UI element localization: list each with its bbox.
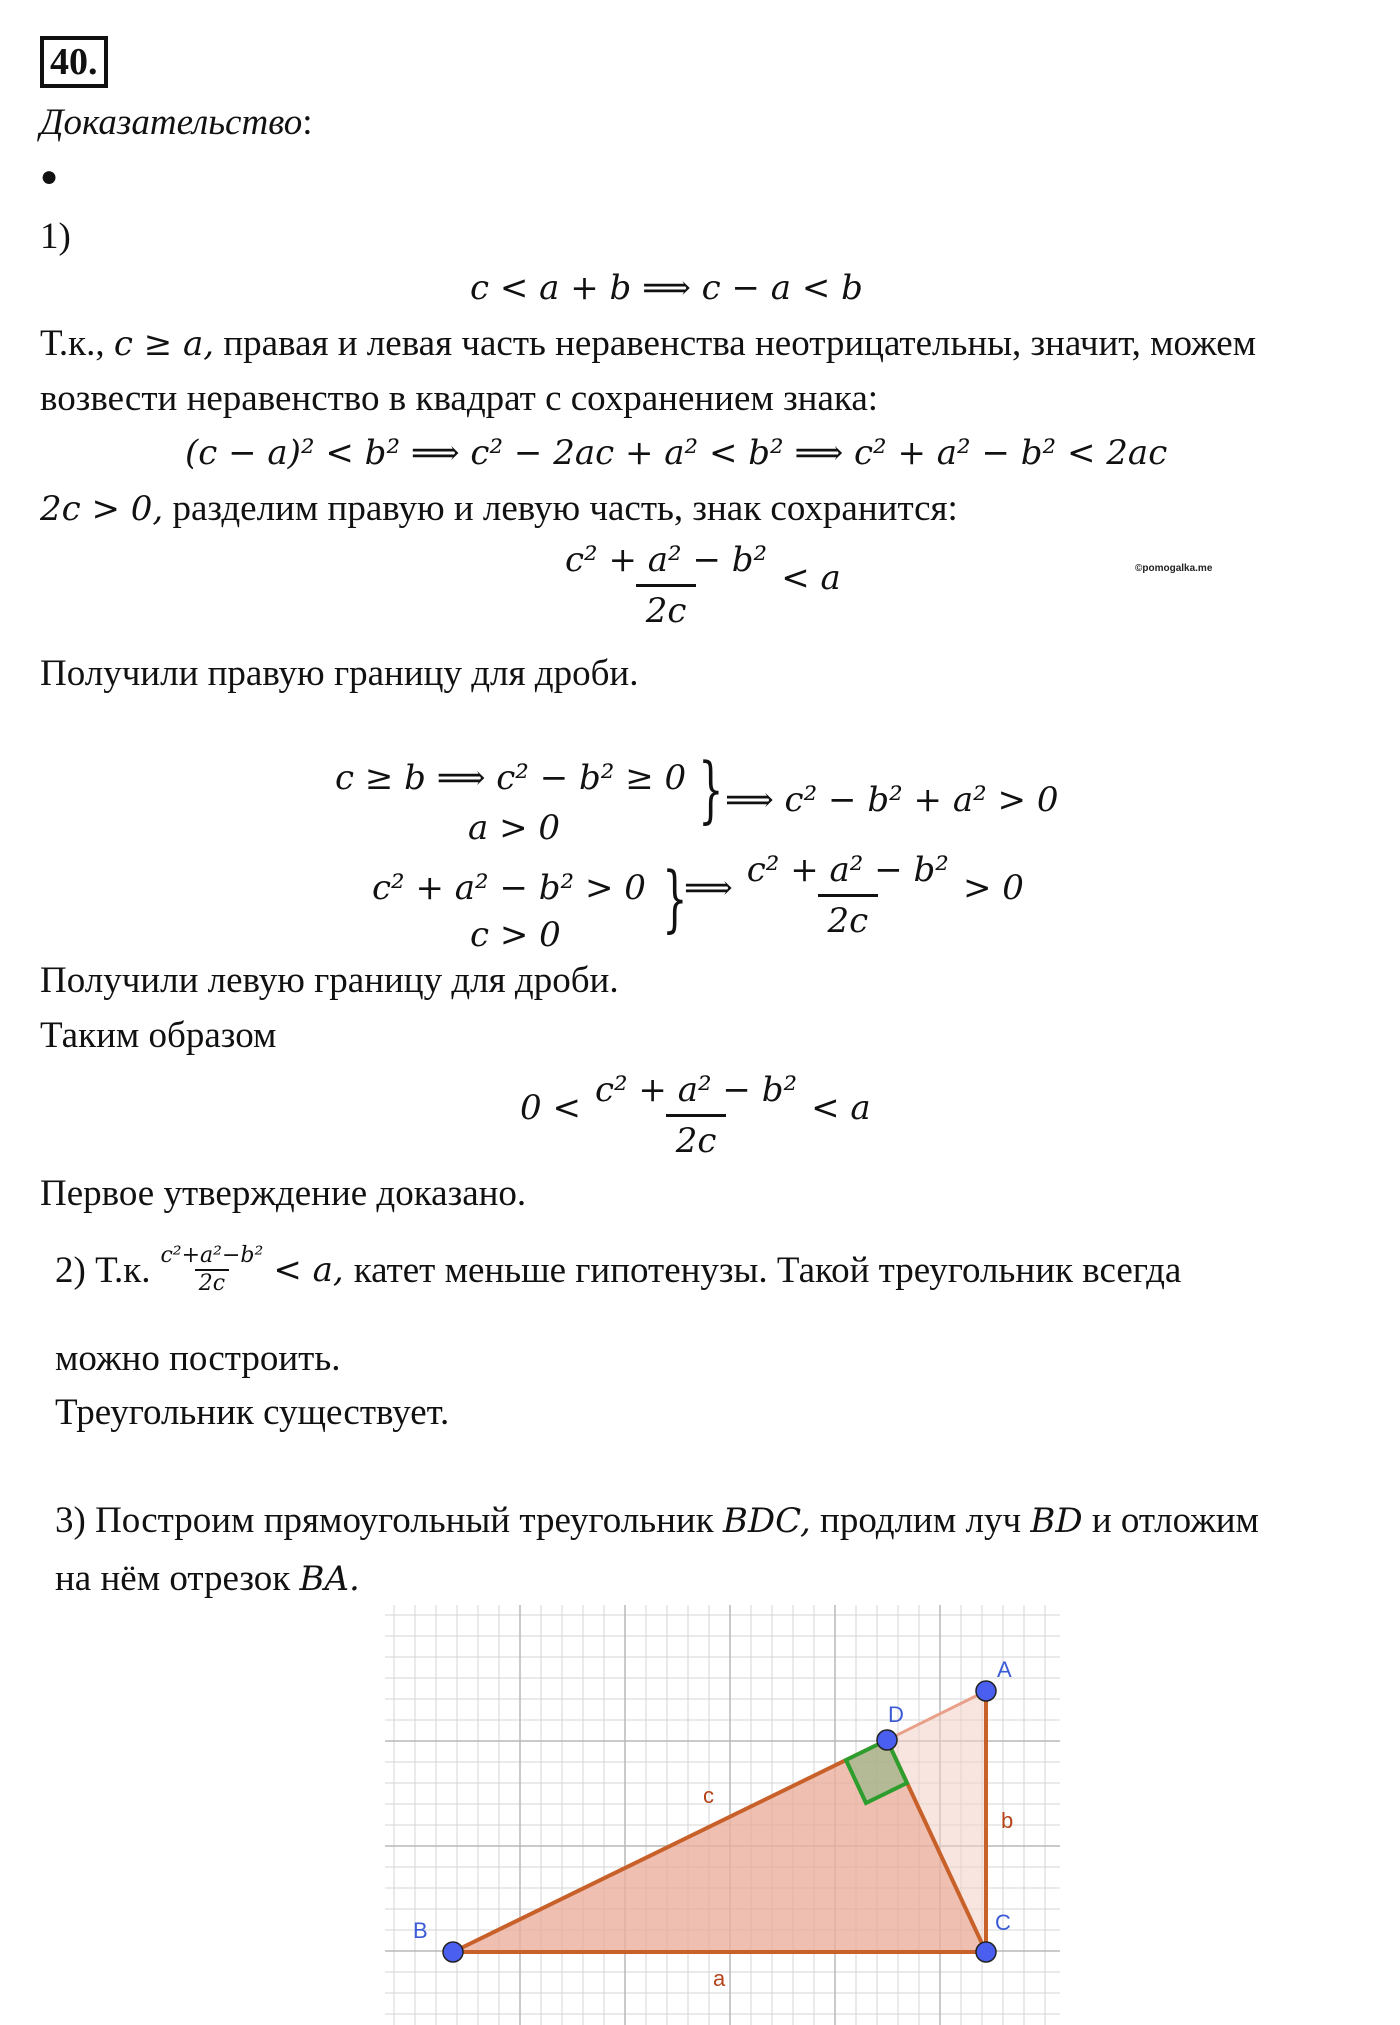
point-a bbox=[976, 1681, 996, 1701]
fraction-upper-bound bbox=[555, 540, 841, 631]
part2-prefix: 2) Т.к. bbox=[55, 1249, 151, 1291]
part2-line-1 bbox=[55, 1245, 1181, 1295]
label-side-b: b bbox=[1001, 1808, 1014, 1833]
part2-line1-rest: катет меньше гипотенузы. Такой треугольник всегда bbox=[353, 1249, 1182, 1291]
sys2-rhs: > 0 bbox=[962, 868, 1024, 909]
part2-numerator: c²+a²−b² bbox=[160, 1243, 264, 1268]
frac1-numerator: c² + a² − b² bbox=[565, 540, 768, 580]
system-2-result bbox=[684, 850, 1024, 941]
triangle-figure bbox=[385, 1605, 1060, 2025]
label-a-point: A bbox=[997, 1657, 1012, 1682]
part3-bdc: BDC, bbox=[722, 1501, 811, 1541]
equation-2: (c − a)² < b² ⟹ c² − 2ac + a² < b² ⟹ c² + a² − b² < 2ac bbox=[185, 433, 1168, 473]
right-bound-text: Получили правую границу для дроби. bbox=[40, 653, 639, 694]
thus-text: Таким образом bbox=[40, 1015, 277, 1056]
system-2-line-2: c > 0 bbox=[470, 915, 561, 955]
para2-math: 2c > 0, bbox=[40, 489, 164, 529]
point-b bbox=[443, 1942, 463, 1962]
part3-line-1 bbox=[55, 1502, 1259, 1539]
label-side-a: a bbox=[713, 1966, 726, 1991]
final-lhs: 0 < bbox=[520, 1088, 581, 1129]
point-d bbox=[877, 1730, 897, 1750]
system-1-line-1: c ≥ b ⟹ c² − b² ≥ 0 bbox=[335, 758, 687, 798]
watermark: ©pomogalka.me bbox=[1135, 563, 1213, 574]
system-1-line-2: a > 0 bbox=[468, 808, 561, 848]
final-inequality bbox=[520, 1070, 871, 1161]
part3-text-d: на нём отрезок bbox=[55, 1558, 291, 1599]
system-2-brace: } bbox=[662, 856, 688, 940]
paragraph-1-line-1 bbox=[40, 325, 1256, 362]
problem-number: 40. bbox=[40, 36, 108, 88]
final-rhs: < a bbox=[811, 1088, 871, 1129]
sys2-numerator: c² + a² − b² bbox=[746, 850, 949, 890]
part1-label: 1) bbox=[40, 216, 71, 257]
part3-text-c: и отложим bbox=[1091, 1500, 1259, 1541]
part2-after-frac: < a, bbox=[273, 1250, 344, 1290]
system-1-brace: } bbox=[698, 747, 724, 831]
part3-ba: BA. bbox=[299, 1559, 360, 1599]
para1-prefix: Т.к., bbox=[40, 323, 105, 364]
sys2-denominator: 2c bbox=[818, 894, 879, 941]
paragraph-1-line-2: возвести неравенство в квадрат с сохранением знака: bbox=[40, 378, 879, 419]
frac1-rhs: < a bbox=[781, 558, 841, 599]
label-c-point: C bbox=[995, 1910, 1011, 1935]
para1-rest: правая и левая часть неравенства неотрицательны, значит, можем bbox=[223, 323, 1257, 364]
first-statement-proved: Первое утверждение доказано. bbox=[40, 1173, 527, 1214]
label-d-point: D bbox=[888, 1702, 904, 1727]
label-side-c: c bbox=[703, 1783, 714, 1808]
system-2-line-1: c² + a² − b² > 0 bbox=[372, 868, 646, 908]
point-c bbox=[976, 1942, 996, 1962]
proof-label: Доказательство bbox=[40, 102, 303, 143]
proof-colon: : bbox=[302, 102, 313, 143]
equation-1: c < a + b ⟹ c − a < b bbox=[470, 268, 863, 308]
paragraph-2 bbox=[40, 490, 958, 527]
system-1-result: ⟹ c² − b² + a² > 0 bbox=[725, 780, 1059, 820]
part3-text-a: 3) Построим прямоугольный треугольник bbox=[55, 1500, 714, 1541]
part2-denominator: 2c bbox=[195, 1269, 229, 1295]
part2-line-2: можно построить. bbox=[55, 1338, 341, 1379]
para1-condition: c ≥ a, bbox=[113, 324, 215, 364]
final-denominator: 2c bbox=[666, 1114, 727, 1161]
final-numerator: c² + a² − b² bbox=[594, 1070, 798, 1110]
system-2-arrow: ⟹ bbox=[684, 868, 733, 909]
proof-heading bbox=[40, 104, 313, 141]
part3-line-2 bbox=[55, 1560, 360, 1597]
part3-text-b: продлим луч bbox=[820, 1500, 1022, 1541]
para2-text: разделим правую и левую часть, знак сохранится: bbox=[172, 488, 958, 529]
part2-line-3: Треугольник существует. bbox=[55, 1392, 450, 1433]
label-b-point: B bbox=[413, 1918, 428, 1943]
left-bound-text: Получили левую границу для дроби. bbox=[40, 960, 619, 1001]
frac1-denominator: 2c bbox=[636, 584, 697, 631]
part3-bd: BD bbox=[1030, 1501, 1083, 1541]
bullet: ● bbox=[40, 160, 59, 193]
